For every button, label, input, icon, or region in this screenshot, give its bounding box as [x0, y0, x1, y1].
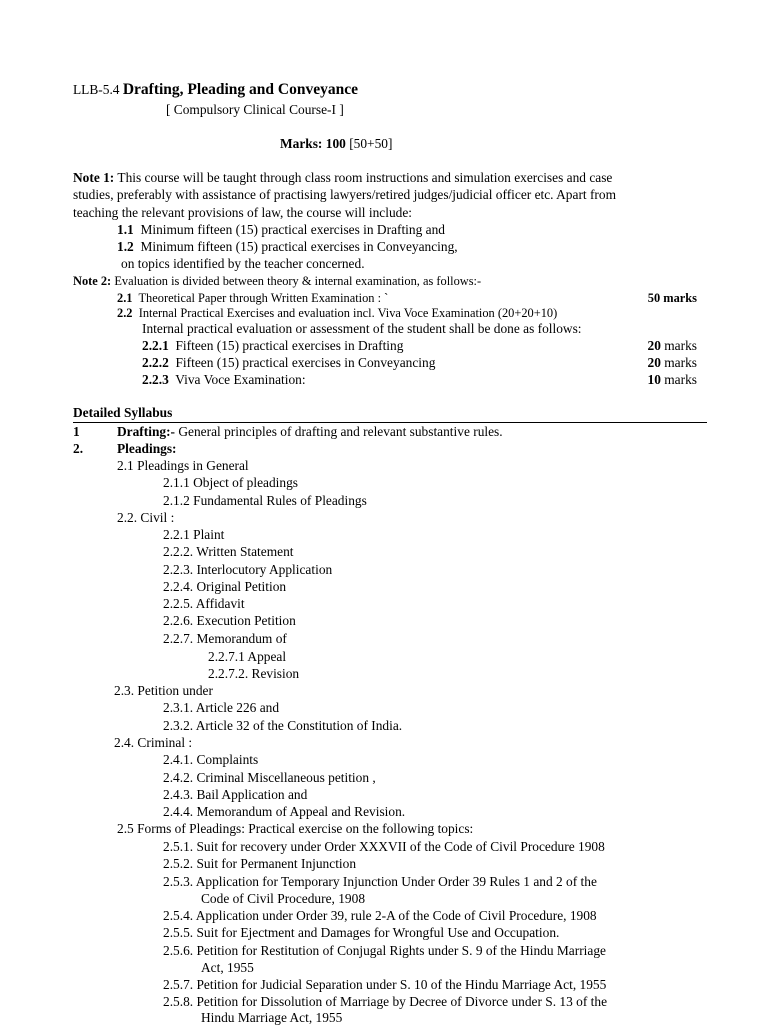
course-title: Drafting, Pleading and Conveyance: [122, 81, 358, 98]
syllabus-line: 2.3.1. Article 226 and: [163, 700, 280, 715]
syllabus-line: 2.2.7.1 Appeal: [208, 649, 287, 664]
section-1-text: General principles of drafting and relevant substantive rules.: [178, 424, 503, 439]
syllabus-line: 2.3. Petition under: [114, 683, 213, 698]
note2-intro: Evaluation is divided between theory & internal examination, as follows:-: [114, 274, 482, 288]
heading-underline-divider: [73, 422, 707, 423]
note2-item-num: 2.1: [117, 291, 133, 305]
course-subtitle: [ Compulsory Clinical Course-I ]: [166, 102, 344, 117]
syllabus-line: 2.4. Criminal :: [114, 735, 193, 750]
section-1: [117, 424, 503, 440]
marks-word: marks: [664, 338, 697, 353]
note2-subitem-marks: [620, 338, 697, 354]
note2-subitem-num: 2.2.1: [142, 338, 169, 353]
note2-subitem-text: Fifteen (15) practical exercises in Conveyancing: [175, 355, 436, 370]
section-2-number: 2.: [73, 441, 84, 456]
note1-label: Note 1:: [73, 170, 115, 185]
note2-subitem: [142, 355, 435, 371]
note1-item: [117, 239, 458, 255]
syllabus-line: 2.5.3. Application for Temporary Injunction Under Order 39 Rules 1 and 2 of the: [163, 874, 597, 889]
marks-line: [280, 136, 392, 152]
syllabus-line: 2.5.7. Petition for Judicial Separation under S. 10 of the Hindu Marriage Act, 1955: [163, 977, 607, 992]
note1-item: [117, 222, 445, 238]
syllabus-line: 2.5.8. Petition for Dissolution of Marriage by Decree of Divorce under S. 13 of the: [163, 994, 608, 1009]
note2-subitem-marks: [620, 372, 697, 388]
syllabus-line: 2.2.2. Written Statement: [163, 544, 294, 559]
syllabus-line: 2.4.4. Memorandum of Appeal and Revision.: [163, 804, 406, 819]
note1-tail: on topics identified by the teacher concerned.: [121, 256, 365, 271]
syllabus-line: 2.4.1. Complaints: [163, 752, 259, 767]
note2-item-text: Internal Practical Exercises and evaluation incl. Viva Voce Examination (20+20+10): [138, 306, 558, 320]
note2-item-marks: 50 marks: [647, 291, 697, 305]
syllabus-heading: Detailed Syllabus: [73, 405, 173, 420]
note2-subitem-num: 2.2.2: [142, 355, 169, 370]
syllabus-line: 2.2. Civil :: [117, 510, 175, 525]
syllabus-line: 2.5.2. Suit for Permanent Injunction: [163, 856, 357, 871]
course-code: LLB-5.4: [73, 82, 120, 97]
syllabus-line: 2.2.3. Interlocutory Application: [163, 562, 333, 577]
syllabus-line: Act, 1955: [201, 960, 254, 975]
syllabus-line: 2.4.2. Criminal Miscellaneous petition ,: [163, 770, 376, 785]
syllabus-line: 2.2.4. Original Petition: [163, 579, 287, 594]
course-title-line: [73, 82, 358, 98]
syllabus-line: 2.5.4. Application under Order 39, rule 2-A of the Code of Civil Procedure, 1908: [163, 908, 597, 923]
syllabus-line: 2.2.1 Plaint: [163, 527, 225, 542]
note2-item: [117, 290, 388, 306]
syllabus-line: Hindu Marriage Act, 1955: [201, 1010, 343, 1025]
syllabus-line: 2.2.5. Affidavit: [163, 596, 245, 611]
note2-intro-line: [73, 273, 481, 289]
note2-subitem-text: Viva Voce Examination:: [175, 372, 306, 387]
syllabus-line: 2.5.6. Petition for Restitution of Conjugal Rights under S. 9 of the Hindu Marriage: [163, 943, 606, 958]
marks-number: 20: [647, 338, 661, 353]
syllabus-line: 2.4.3. Bail Application and: [163, 787, 308, 802]
section-1-number: 1: [73, 424, 80, 439]
syllabus-line: 2.1.2 Fundamental Rules of Pleadings: [163, 493, 367, 508]
note1-item-text: Minimum fifteen (15) practical exercises in Drafting and: [140, 222, 445, 237]
syllabus-line: 2.5 Forms of Pleadings: Practical exercise on the following topics:: [117, 821, 474, 836]
note1-item-num: 1.1: [117, 222, 134, 237]
note2-subitem-text: Fifteen (15) practical exercises in Drafting: [175, 338, 404, 353]
note2-item-text: Theoretical Paper through Written Examination : `: [138, 291, 389, 305]
marks-split: [50+50]: [349, 136, 393, 151]
note2-item: [117, 305, 557, 321]
marks-number: 10: [647, 372, 661, 387]
note1-text-2: studies, preferably with assistance of practising lawyers/retired judges/judicial officer etc. Apart from: [73, 187, 617, 202]
note1-line-1: [73, 170, 612, 186]
note2-subitem: [142, 372, 306, 388]
note2-label: Note 2:: [73, 274, 112, 288]
syllabus-line: 2.5.1. Suit for recovery under Order XXXVII of the Code of Civil Procedure 1908: [163, 839, 605, 854]
note2-subitem-num: 2.2.3: [142, 372, 169, 387]
note2-item-num: 2.2: [117, 306, 133, 320]
note2-internal-line: Internal practical evaluation or assessment of the student shall be done as follows:: [142, 321, 582, 336]
syllabus-line: Code of Civil Procedure, 1908: [201, 891, 366, 906]
note2-subitem-marks: [620, 355, 697, 371]
note1-text-3: teaching the relevant provisions of law, the course will include:: [73, 205, 413, 220]
marks-word: marks: [664, 372, 697, 387]
note1-item-text: Minimum fifteen (15) practical exercises in Conveyancing,: [140, 239, 458, 254]
syllabus-line: 2.2.7.2. Revision: [208, 666, 300, 681]
marks-number: 20: [647, 355, 661, 370]
section-2-label: Pleadings:: [117, 441, 177, 456]
note1-text-1: This course will be taught through class room instructions and simulation exercises and case: [117, 170, 613, 185]
note2-subitem: [142, 338, 403, 354]
section-1-label: Drafting:-: [117, 424, 176, 439]
syllabus-line: 2.3.2. Article 32 of the Constitution of India.: [163, 718, 403, 733]
syllabus-line: 2.2.6. Execution Petition: [163, 613, 296, 628]
marks-word: marks: [664, 355, 697, 370]
marks-label: Marks: 100: [280, 136, 346, 151]
syllabus-line: 2.1.1 Object of pleadings: [163, 475, 298, 490]
syllabus-line: 2.5.5. Suit for Ejectment and Damages for Wrongful Use and Occupation.: [163, 925, 560, 940]
syllabus-line: 2.2.7. Memorandum of: [163, 631, 287, 646]
note1-item-num: 1.2: [117, 239, 134, 254]
syllabus-line: 2.1 Pleadings in General: [117, 458, 249, 473]
